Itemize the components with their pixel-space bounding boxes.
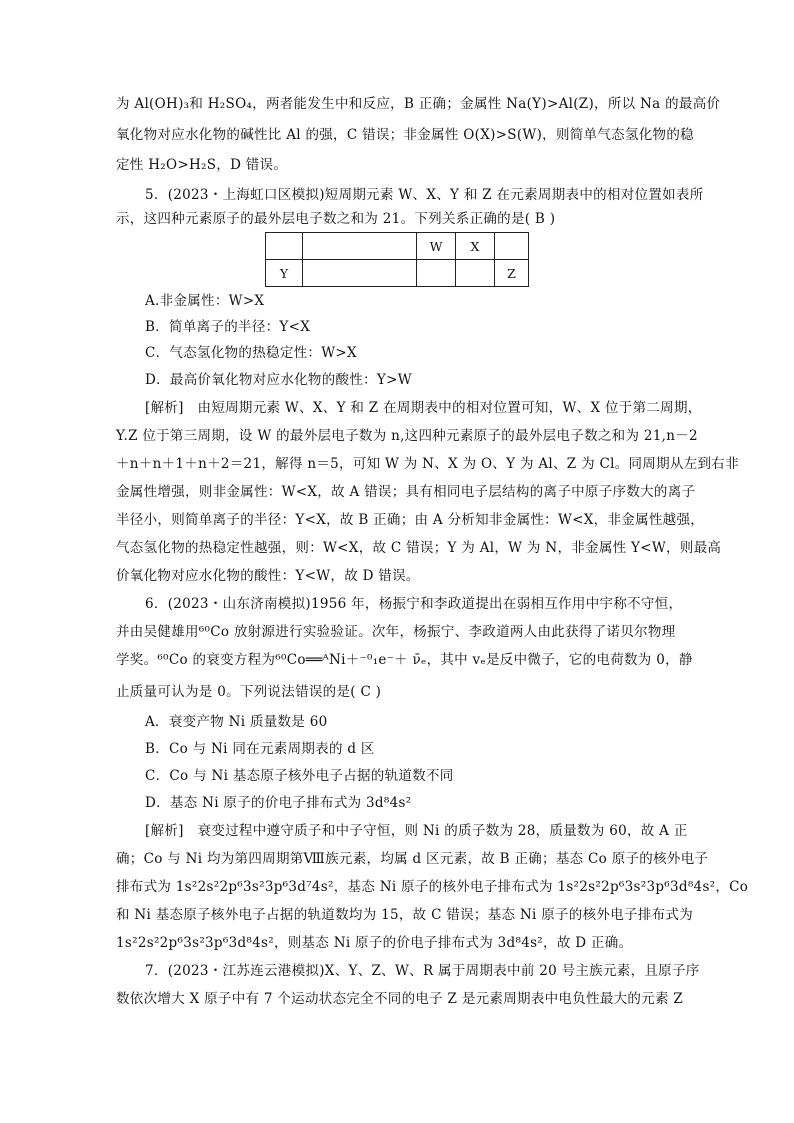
text-line-q7l1: 7．(2023・江苏连云港模拟)X、Y、Z、W、R 属于周期表中前 20 号主族元素，且原子序	[145, 963, 700, 979]
text-line-e6l1: [解析] 衰变过程中遵守质子和中子守恒，则 Ni 的质子数为 28，质量数为 60，故 A 正	[145, 823, 688, 839]
text-line-e6l4: 和 Ni 基态原子核外电子占据的轨道数均为 15，故 C 错误；基态 Ni 原子的核外电子排布式为	[116, 907, 694, 923]
text-line-q6l3: 学奖。⁶⁰Co 的衰变方程为⁶⁰Co══ᴬNi＋⁻⁰₁e⁻＋ ν̄ₑ，其中 vₑ是反中微子，它的电荷数为 0，静	[116, 652, 693, 668]
text-line-p0l3: 定性 H₂O>H₂S，D 错误。	[116, 157, 288, 173]
text-line-q6c: C．Co 与 Ni 基态原子核外电子占据的轨道数不同	[145, 768, 454, 784]
text-line-e5l7: 价氧化物对应水化物的酸性：Y<W，故 D 错误。	[116, 568, 420, 584]
text-line-e5l3: ＋n＋n＋1＋n＋2＝21，解得 n＝5，可知 W 为 N、X 为 O、Y 为 Al、Z 为 Cl。同周期从左到右非	[116, 456, 739, 472]
text-line-e5l1: [解析] 由短周期元素 W、X、Y 和 Z 在周期表中的相对位置可知，W、X 位于第二周期，	[145, 400, 702, 416]
text-line-e6l2: 确；Co 与 Ni 均为第四周期第Ⅷ族元素，均属 d 区元素，故 B 正确；基态 Co 原子的核外电子	[116, 851, 709, 867]
table-cell	[456, 260, 495, 287]
text-line-p0l2: 氧化物对应水化物的碱性比 Al 的强，C 错误；非金属性 O(X)>S(W)，则简单气态氢化物的稳	[116, 127, 694, 143]
text-line-q5b: B．简单离子的半径：Y<X	[145, 319, 311, 335]
table-row	[266, 260, 529, 287]
text-line-e5l4: 金属性增强，则非金属性：W<X，故 A 错误；具有相同电子层结构的离子中原子序数大的离子	[116, 484, 696, 500]
text-line-q7l2: 数依次增大 X 原子中有 7 个运动状态完全不同的电子 Z 是元素周期表中电负性最大的元素 Z	[116, 991, 684, 1007]
table-cell	[417, 260, 456, 287]
text-line-q5d: D．最高价氧化物对应水化物的酸性：Y>W	[145, 372, 412, 388]
text-line-q5l2: 示，这四种元素原子的最外层电子数之和为 21。下列关系正确的是( B )	[116, 211, 556, 227]
text-line-q6d: D．基态 Ni 原子的价电子排布式为 3d⁸4s²	[145, 795, 412, 811]
text-line-e5l5: 半径小，则简单离子的半径：Y<X，故 B 正确；由 A 分析知非金属性：W<X，非金属性越强，	[116, 512, 705, 528]
text-line-e5l2: Y.Z 位于第三周期，设 W 的最外层电子数为 n,这四种元素原子的最外层电子数之和为 21,n－2	[116, 428, 698, 444]
text-line-e6l3: 排布式为 1s²2s²2p⁶3s²3p⁶3d⁷4s²，基态 Ni 原子的核外电子排布式为 1s²2s²2p⁶3s²3p⁶3d⁸4s²，Co	[116, 879, 749, 895]
text-line-q5c: C．气态氢化物的热稳定性：W>X	[145, 345, 357, 361]
table-cell: W	[417, 233, 456, 260]
text-line-q5a: A.非金属性：W>X	[145, 293, 265, 309]
table-cell: Z	[495, 260, 529, 287]
text-line-e6l5: 1s²2s²2p⁶3s²3p⁶3d⁸4s²，则基态 Ni 原子的价电子排布式为 3d⁸4s²，故 D 正确。	[116, 935, 633, 951]
text-line-q6b: B．Co 与 Ni 同在元素周期表的 d 区	[145, 741, 375, 757]
text-line-q6a: A．衰变产物 Ni 质量数是 60	[145, 714, 328, 730]
table-cell	[266, 233, 303, 260]
table-cell	[303, 233, 417, 260]
table-cell: X	[456, 233, 495, 260]
text-line-q6l4: 止质量可认为是 0。下列说法错误的是( C )	[116, 684, 382, 700]
table-cell	[303, 260, 417, 287]
table-cell	[495, 233, 529, 260]
periodic-position-table	[265, 232, 529, 287]
table-cell: Y	[266, 260, 303, 287]
table-row	[266, 233, 529, 260]
text-line-q6l1: 6．(2023・山东济南模拟)1956 年，杨振宁和李政道提出在弱相互作用中宇称不守恒，	[145, 596, 683, 612]
text-line-p0l1: 为 Al(OH)₃和 H₂SO₄，两者能发生中和反应，B 正确；金属性 Na(Y)>Al(Z)，所以 Na 的最高价	[116, 96, 721, 112]
text-line-q6l2: 并由吴健雄用⁶⁰Co 放射源进行实验验证。次年，杨振宁、李政道两人由此获得了诺贝尔物理	[116, 624, 676, 640]
text-line-q5l1: 5．(2023・上海虹口区模拟)短周期元素 W、X、Y 和 Z 在元素周期表中的相对位置如表所	[145, 187, 704, 203]
text-line-e5l6: 气态氢化物的热稳定性越强，则：W<X，故 C 错误；Y 为 Al，W 为 N，非金属性 Y<W，则最高	[116, 540, 722, 556]
